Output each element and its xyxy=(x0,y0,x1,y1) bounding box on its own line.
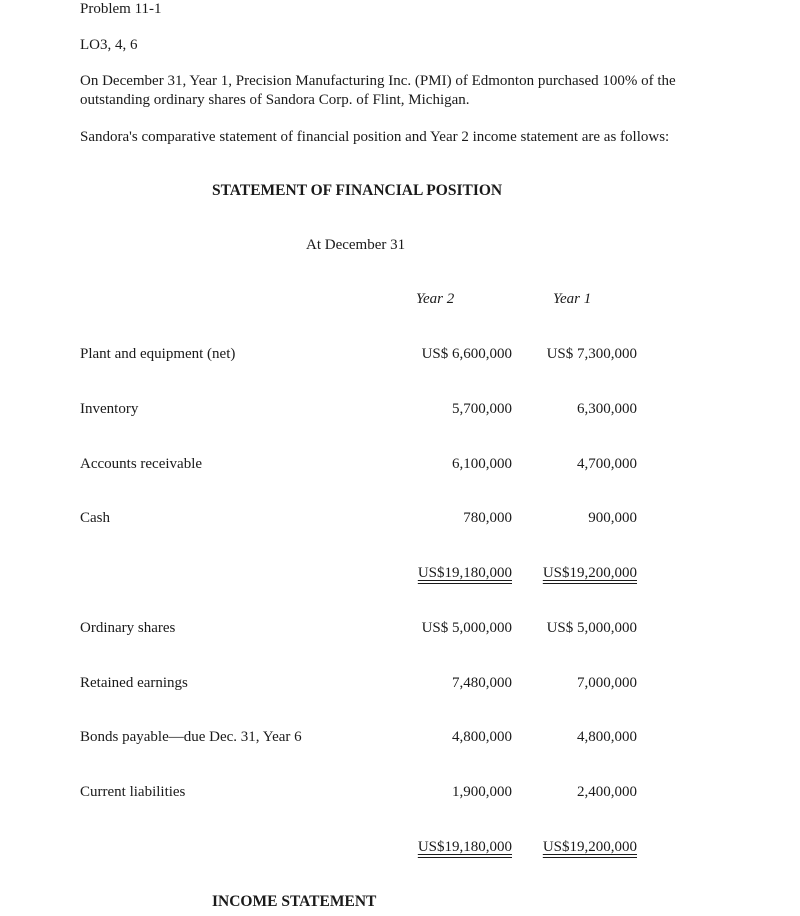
sfp-subtitle: At December 31 xyxy=(306,237,406,253)
column-header-year1: Year 1 xyxy=(553,291,592,307)
row-label-plant-equipment: Plant and equipment (net) xyxy=(80,346,236,362)
row-value-year1: US$ 7,300,000 xyxy=(546,346,637,362)
row-label-cash: Cash xyxy=(80,510,110,526)
row-value-year1: 4,800,000 xyxy=(577,729,637,745)
total-liabilities-equity-year1: US$19,200,000 xyxy=(542,839,637,855)
row-value-year1: 4,700,000 xyxy=(577,456,637,472)
income-statement-title: INCOME STATEMENT xyxy=(212,893,377,910)
row-value-year1: 6,300,000 xyxy=(577,401,637,417)
row-label-current-liabilities: Current liabilities xyxy=(80,784,186,800)
row-value-year1: 7,000,000 xyxy=(577,675,637,691)
total-liabilities-equity-year2: US$19,180,000 xyxy=(417,839,512,855)
row-value-year2: 6,100,000 xyxy=(452,456,512,472)
row-label-ordinary-shares: Ordinary shares xyxy=(80,620,176,636)
total-assets-year2: US$19,180,000 xyxy=(417,565,512,581)
sfp-title: STATEMENT OF FINANCIAL POSITION xyxy=(212,182,503,199)
row-value-year2: 780,000 xyxy=(463,510,512,526)
row-label-retained-earnings: Retained earnings xyxy=(80,675,188,691)
row-value-year2: 1,900,000 xyxy=(452,784,512,800)
column-header-year2: Year 2 xyxy=(416,291,455,307)
total-assets-year1: US$19,200,000 xyxy=(542,565,637,581)
row-value-year1: US$ 5,000,000 xyxy=(546,620,637,636)
row-label-bonds-payable: Bonds payable—due Dec. 31, Year 6 xyxy=(80,729,302,745)
row-value-year2: 4,800,000 xyxy=(452,729,512,745)
problem-number: Problem 11-1 xyxy=(80,1,162,17)
row-value-year1: 900,000 xyxy=(588,510,637,526)
row-value-year2: 7,480,000 xyxy=(452,675,512,691)
row-value-year2: 5,700,000 xyxy=(452,401,512,417)
row-value-year2: US$ 5,000,000 xyxy=(421,620,512,636)
row-value-year1: 2,400,000 xyxy=(577,784,637,800)
intro-paragraph-2: Sandora's comparative statement of financial position and Year 2 income statement are as follows: xyxy=(80,129,670,145)
intro-paragraph: On December 31, Year 1, Precision Manufacturing Inc. (PMI) of Edmonton purchased 100% of the outstanding ordinary shares of Sandora Corp. of Flint, Michigan. xyxy=(80,73,676,108)
row-label-inventory: Inventory xyxy=(80,401,139,417)
row-value-year2: US$ 6,600,000 xyxy=(421,346,512,362)
learning-objectives: LO3, 4, 6 xyxy=(80,37,138,53)
row-label-accounts-receivable: Accounts receivable xyxy=(80,456,203,472)
